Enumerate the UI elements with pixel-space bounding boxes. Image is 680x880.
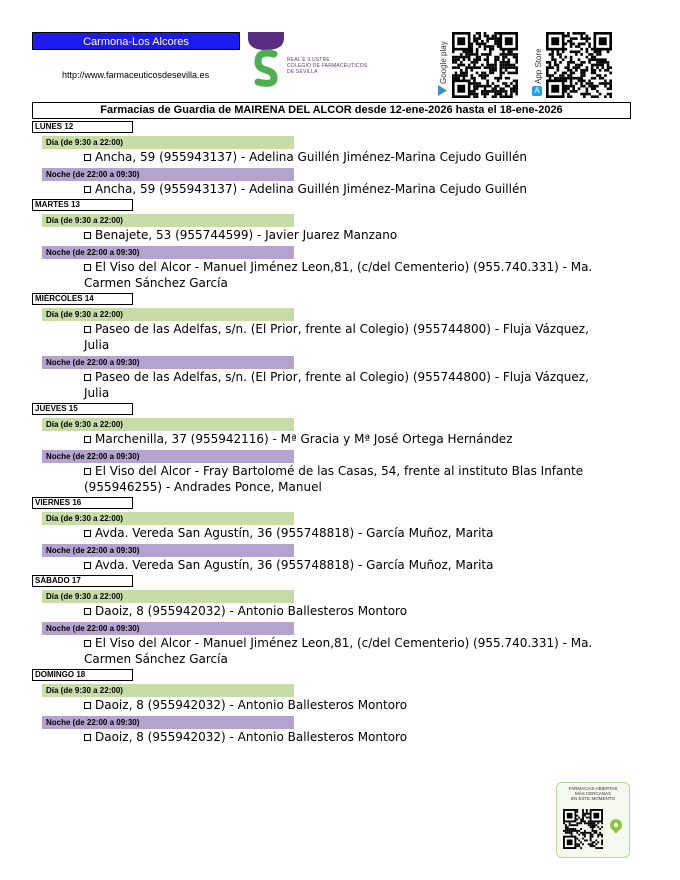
day-shift-label: Día (de 9:30 a 22:00) bbox=[42, 512, 294, 525]
night-shift-label: Noche (de 22:00 a 09:30) bbox=[42, 356, 294, 369]
night-shift-label: Noche (de 22:00 a 09:30) bbox=[42, 544, 294, 557]
pharmacy-entry bbox=[84, 525, 604, 541]
checkbox-square-icon bbox=[84, 530, 91, 537]
badge-qr-code bbox=[563, 809, 603, 849]
pharmacy-entry-text: Benajete, 53 (955744599) - Javier Juarez Manzano bbox=[95, 228, 398, 242]
checkbox-square-icon bbox=[84, 640, 91, 647]
day-header: SÁBADO 17 bbox=[32, 575, 133, 587]
day-header: JUEVES 15 bbox=[32, 403, 133, 415]
checkbox-square-icon bbox=[84, 562, 91, 569]
checkbox-square-icon bbox=[84, 468, 91, 475]
location-pin-icon bbox=[608, 817, 625, 834]
day-shift-label: Día (de 9:30 a 22:00) bbox=[42, 136, 294, 149]
day-header: LUNES 12 bbox=[32, 121, 133, 133]
day-header: MIÉRCOLES 14 bbox=[32, 293, 133, 305]
checkbox-square-icon bbox=[84, 154, 91, 161]
pharmacy-entry bbox=[84, 463, 604, 495]
pharmacy-entry bbox=[84, 181, 604, 197]
nearby-pharmacies-badge[interactable] bbox=[556, 782, 630, 858]
checkbox-square-icon bbox=[84, 702, 91, 709]
checkbox-square-icon bbox=[84, 608, 91, 615]
pharmacy-entry-text: El Viso del Alcor - Manuel Jiménez Leon,81, (c/del Cementerio) (955.740.331) - Ma. Carmen Sánchez García bbox=[84, 636, 593, 666]
day-shift-label: Día (de 9:30 a 22:00) bbox=[42, 684, 294, 697]
app-store-label: App Store bbox=[534, 48, 543, 84]
pharmacy-entry-text: Paseo de las Adelfas, s/n. (El Prior, frente al Colegio) (955744800) - Fluja Vázquez, Julia bbox=[84, 370, 589, 400]
google-play-icon[interactable] bbox=[437, 85, 448, 96]
college-logo-text: REAL E ILUSTRE COLEGIO DE FARMACÉUTICOS DE SEVILLA bbox=[287, 57, 368, 75]
google-play-label: Google play bbox=[439, 41, 448, 84]
pharmacy-entry bbox=[84, 227, 604, 243]
night-shift-label: Noche (de 22:00 a 09:30) bbox=[42, 622, 294, 635]
checkbox-square-icon bbox=[84, 374, 91, 381]
pharmacy-entry bbox=[84, 369, 604, 401]
google-play-qr-code[interactable] bbox=[452, 32, 518, 98]
checkbox-square-icon bbox=[84, 326, 91, 333]
page-title: Farmacias de Guardia de MAIRENA DEL ALCOR desde 12-ene-2026 hasta el 18-ene-2026 bbox=[32, 102, 631, 119]
day-shift-label: Día (de 9:30 a 22:00) bbox=[42, 308, 294, 321]
night-shift-label: Noche (de 22:00 a 09:30) bbox=[42, 246, 294, 259]
day-header: DOMINGO 18 bbox=[32, 669, 133, 681]
day-shift-label: Día (de 9:30 a 22:00) bbox=[42, 590, 294, 603]
night-shift-label: Noche (de 22:00 a 09:30) bbox=[42, 450, 294, 463]
pharmacy-entry-text: Daoiz, 8 (955942032) - Antonio Ballesteros Montoro bbox=[95, 698, 408, 712]
pharmacy-entry-text: Marchenilla, 37 (955942116) - Mª Gracia y Mª José Ortega Hernández bbox=[95, 432, 513, 446]
pharmacy-entry bbox=[84, 729, 604, 745]
pharmacy-entry bbox=[84, 697, 604, 713]
night-shift-label: Noche (de 22:00 a 09:30) bbox=[42, 716, 294, 729]
checkbox-square-icon bbox=[84, 186, 91, 193]
pharmacy-entry-text: El Viso del Alcor - Fray Bartolomé de las Casas, 54, frente al instituto Blas Infante (955946255) - Andrades Ponce, Manuel bbox=[84, 464, 584, 494]
pharmacy-entry-text: Ancha, 59 (955943137) - Adelina Guillén Jiménez-Marina Cejudo Guillén bbox=[95, 182, 527, 196]
pharmacy-entry-text: Avda. Vereda San Agustín, 36 (955748818) - García Muñoz, Marita bbox=[95, 558, 494, 572]
checkbox-square-icon bbox=[84, 232, 91, 239]
day-shift-label: Día (de 9:30 a 22:00) bbox=[42, 214, 294, 227]
website-url[interactable]: http://www.farmaceuticosdesevilla.es bbox=[62, 70, 210, 80]
day-header: VIERNES 16 bbox=[32, 497, 133, 509]
checkbox-square-icon bbox=[84, 734, 91, 741]
pharmacy-entry bbox=[84, 259, 604, 291]
badge-text: FARMACIAS ABIERTAS MÁS CERCANAS EN ESTE MOMENTO bbox=[568, 786, 618, 801]
checkbox-square-icon bbox=[84, 264, 91, 271]
region-badge: Carmona-Los Alcores bbox=[32, 32, 240, 50]
app-store-qr-code[interactable] bbox=[546, 32, 612, 98]
pharmacy-entry bbox=[84, 149, 604, 165]
pharmacy-entry-text: Ancha, 59 (955943137) - Adelina Guillén Jiménez-Marina Cejudo Guillén bbox=[95, 150, 527, 164]
pharmacy-entry bbox=[84, 557, 604, 573]
checkbox-square-icon bbox=[84, 436, 91, 443]
pharmacy-entry bbox=[84, 635, 604, 667]
day-header: MARTES 13 bbox=[32, 199, 133, 211]
pharmacy-entry-text: Paseo de las Adelfas, s/n. (El Prior, frente al Colegio) (955744800) - Fluja Vázquez, Julia bbox=[84, 322, 589, 352]
pharmacy-entry-text: El Viso del Alcor - Manuel Jiménez Leon,81, (c/del Cementerio) (955.740.331) - Ma. Carmen Sánchez García bbox=[84, 260, 593, 290]
app-store-icon[interactable]: A bbox=[532, 86, 542, 96]
duty-listing bbox=[32, 120, 632, 747]
college-logo bbox=[248, 32, 284, 90]
night-shift-label: Noche (de 22:00 a 09:30) bbox=[42, 168, 294, 181]
pharmacy-entry-text: Avda. Vereda San Agustín, 36 (955748818) - García Muñoz, Marita bbox=[95, 526, 494, 540]
pharmacy-entry bbox=[84, 603, 604, 619]
pharmacy-entry-text: Daoiz, 8 (955942032) - Antonio Ballesteros Montoro bbox=[95, 730, 408, 744]
day-shift-label: Día (de 9:30 a 22:00) bbox=[42, 418, 294, 431]
pharmacy-entry bbox=[84, 321, 604, 353]
pharmacy-entry bbox=[84, 431, 604, 447]
pharmacy-entry-text: Daoiz, 8 (955942032) - Antonio Ballesteros Montoro bbox=[95, 604, 408, 618]
